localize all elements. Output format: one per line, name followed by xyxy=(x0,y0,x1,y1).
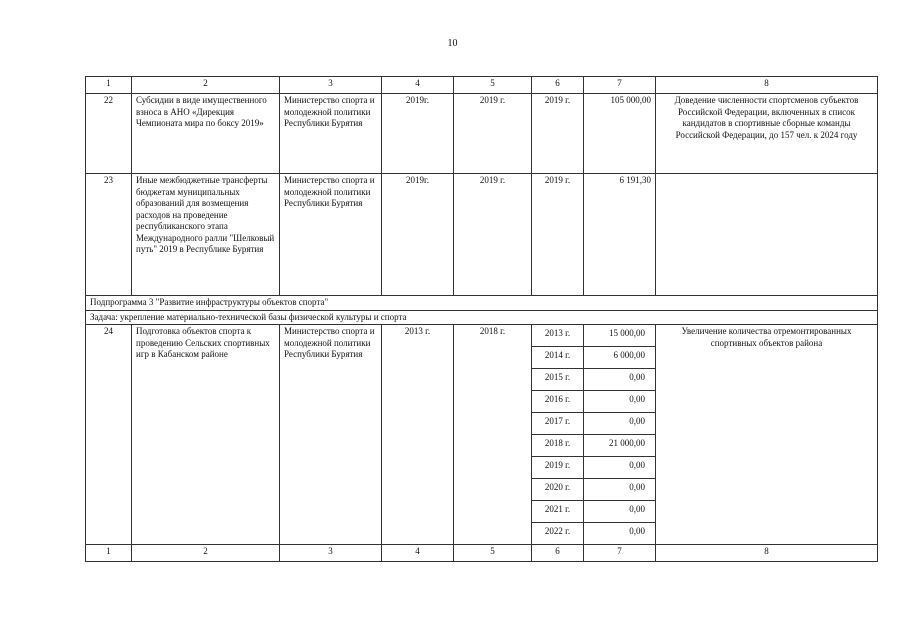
header-cell: 4 xyxy=(382,77,454,94)
amount: 0,00 xyxy=(584,523,656,545)
row-number: 23 xyxy=(86,174,132,296)
start-date: 2019г. xyxy=(382,174,454,296)
year: 2020 г. xyxy=(532,479,584,501)
subprogram-title: Подпрограмма 3 "Развитие инфраструктуры объектов спорта" xyxy=(86,296,878,311)
header-cell: 8 xyxy=(656,77,878,94)
end-date: 2018 г. xyxy=(454,325,532,545)
header-cell: 5 xyxy=(454,77,532,94)
header-cell: 1 xyxy=(86,77,132,94)
amount: 0,00 xyxy=(584,391,656,413)
table-row xyxy=(86,325,878,347)
year: 2015 г. xyxy=(532,369,584,391)
footer-row xyxy=(86,545,878,562)
executor: Министерство спорта и молодежной политики Республики Бурятия xyxy=(280,94,382,174)
footer-cell: 8 xyxy=(656,545,878,562)
year: 2021 г. xyxy=(532,501,584,523)
task-title: Задача: укрепление материально-технической базы физической культуры и спорта xyxy=(86,310,878,325)
year: 2019 г. xyxy=(532,457,584,479)
row-number: 24 xyxy=(86,325,132,545)
footer-cell: 3 xyxy=(280,545,382,562)
amount: 6 000,00 xyxy=(584,347,656,369)
footer-cell: 4 xyxy=(382,545,454,562)
task-row xyxy=(86,310,878,325)
event-name: Субсидии в виде имущественного взноса в АНО «Дирекция Чемпионата мира по боксу 2019» xyxy=(132,94,280,174)
footer-cell: 6 xyxy=(532,545,584,562)
header-cell: 7 xyxy=(584,77,656,94)
footer-cell: 1 xyxy=(86,545,132,562)
amount: 0,00 xyxy=(584,479,656,501)
footer-cell: 7 xyxy=(584,545,656,562)
header-row xyxy=(86,77,878,94)
header-cell: 6 xyxy=(532,77,584,94)
year: 2018 г. xyxy=(532,435,584,457)
end-date: 2019 г. xyxy=(454,94,532,174)
row-number: 22 xyxy=(86,94,132,174)
result: Увеличение количества отремонтированных спортивных объектов района xyxy=(656,325,878,545)
amount: 0,00 xyxy=(584,501,656,523)
header-cell: 3 xyxy=(280,77,382,94)
page-number: 10 xyxy=(447,38,458,49)
amount: 0,00 xyxy=(584,369,656,391)
year: 2022 г. xyxy=(532,523,584,545)
result xyxy=(656,174,878,296)
subprogram-row xyxy=(86,296,878,311)
year: 2017 г. xyxy=(532,413,584,435)
end-date: 2019 г. xyxy=(454,174,532,296)
year: 2016 г. xyxy=(532,391,584,413)
amount: 0,00 xyxy=(584,413,656,435)
amount: 21 000,00 xyxy=(584,435,656,457)
year: 2014 г. xyxy=(532,347,584,369)
table-row xyxy=(86,94,878,174)
executor: Министерство спорта и молодежной политики Республики Бурятия xyxy=(280,325,382,545)
start-date: 2019г. xyxy=(382,94,454,174)
amount: 0,00 xyxy=(584,457,656,479)
amount: 15 000,00 xyxy=(584,325,656,347)
result: Доведение численности спортсменов субъектов Российской Федерации, включенных в список кандидатов в спортивные сборные команды Российской Федерации, до 157 чел. к 2024 году xyxy=(656,94,878,174)
footer-cell: 5 xyxy=(454,545,532,562)
event-name: Иные межбюджетные трансферты бюджетам муниципальных образований для возмещения расходов на проведение республиканского этапа Международного ралли "Шелковый путь" 2019 в Республике Бурятия xyxy=(132,174,280,296)
program-table xyxy=(85,76,878,562)
table-row xyxy=(86,174,878,296)
executor: Министерство спорта и молодежной политики Республики Бурятия xyxy=(280,174,382,296)
year: 2019 г. xyxy=(532,174,584,296)
year: 2013 г. xyxy=(532,325,584,347)
footer-cell: 2 xyxy=(132,545,280,562)
year: 2019 г. xyxy=(532,94,584,174)
amount: 105 000,00 xyxy=(584,94,656,174)
header-cell: 2 xyxy=(132,77,280,94)
amount: 6 191,30 xyxy=(584,174,656,296)
event-name: Подготовка объектов спорта к проведению Сельских спортивных игр в Кабанском районе xyxy=(132,325,280,545)
start-date: 2013 г. xyxy=(382,325,454,545)
